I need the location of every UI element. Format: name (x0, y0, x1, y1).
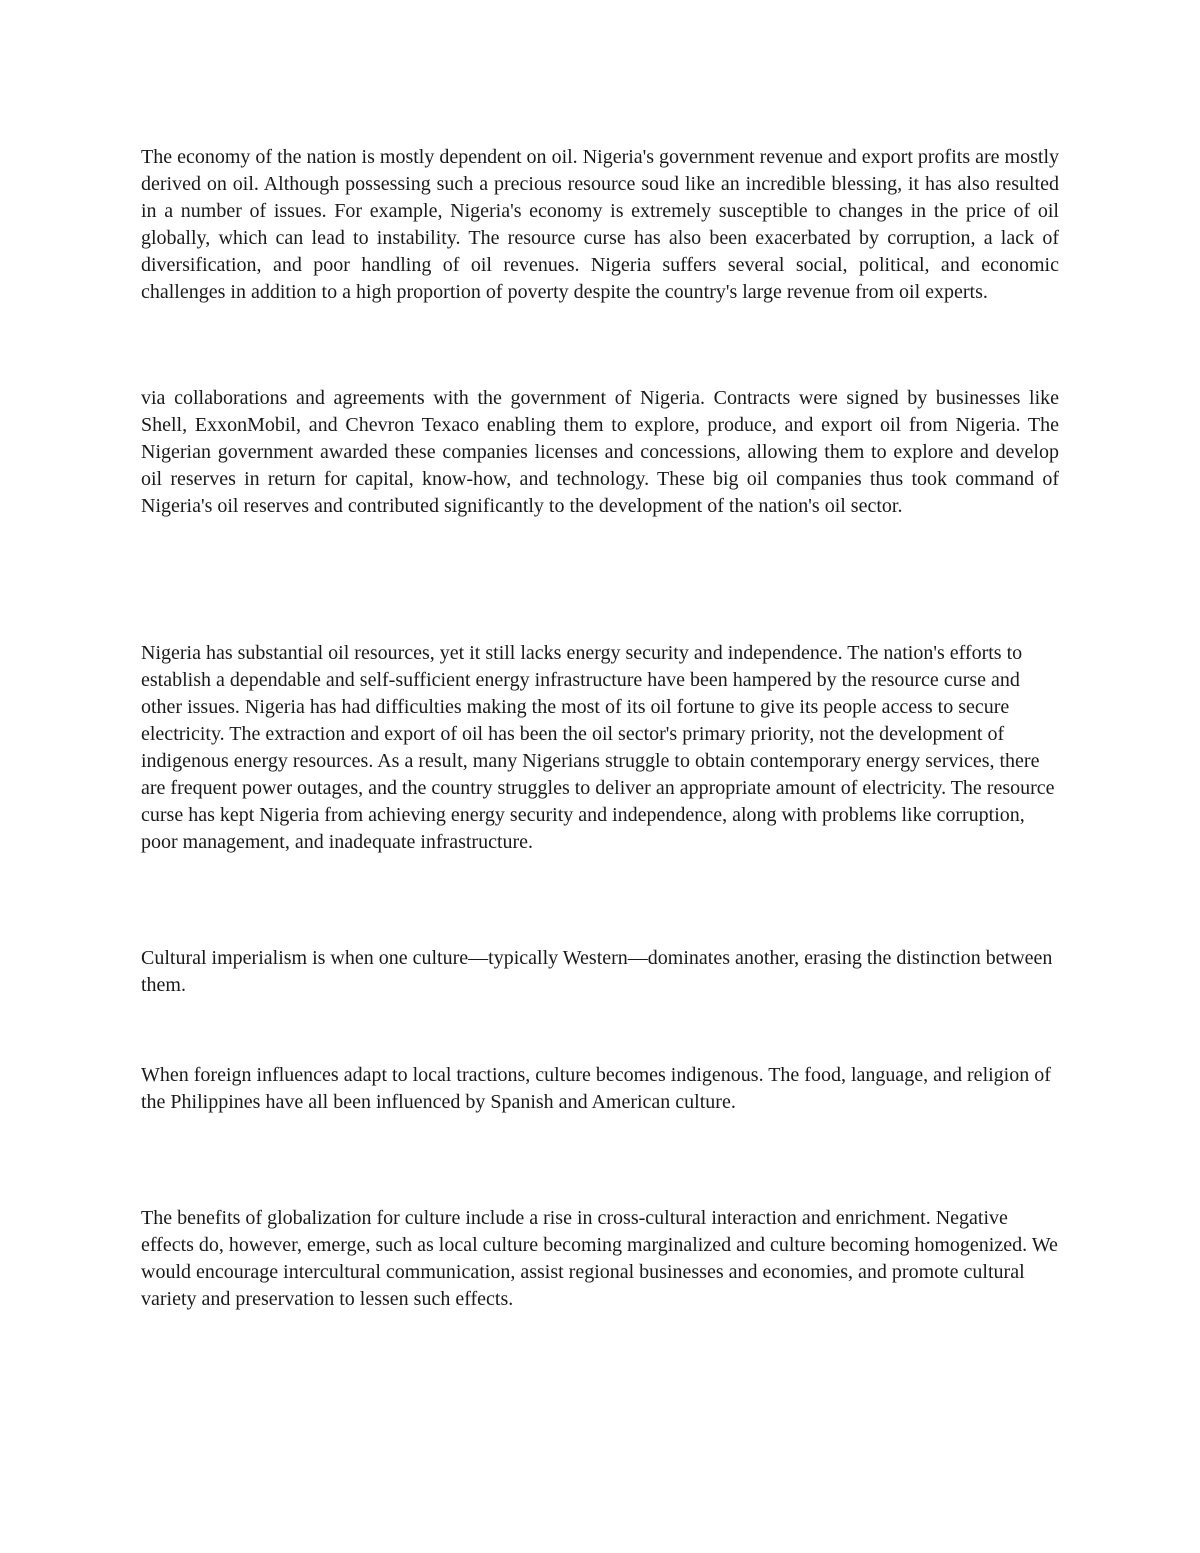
paragraph-energy-security: Nigeria has substantial oil resources, yet it still lacks energy security and independence. The nation's efforts to establish a dependable and self-sufficient energy infrastructure have been hampered by the resource curse and other issues. Nigeria has had difficulties making the most of its oil fortune to give its people access to secure electricity. The extraction and export of oil has been the oil sector's primary priority, not the development of indigenous energy resources. As a result, many Nigerians struggle to obtain contemporary energy services, there are frequent power outages, and the country struggles to deliver an appropriate amount of electricity. The resource curse has kept Nigeria from achieving energy security and independence, along with problems like corruption, poor management, and inadequate infrastructure. (141, 642, 1055, 853)
paragraph-globalization-benefits: The benefits of globalization for culture include a rise in cross-cultural interaction and enrichment. Negative effects do, however, emerge, such as local culture becoming marginalized and culture becoming homogenized. We would encourage intercultural communication, assist regional businesses and economies, and promote cultural variety and preservation to lessen such effects. (141, 1207, 1058, 1310)
paragraph-cultural-imperialism: Cultural imperialism is when one culture—typically Western—dominates another, erasing the distinction between them. (141, 947, 1053, 996)
paragraph-oil-economy: The economy of the nation is mostly dependent on oil. Nigeria's government revenue and export profits are mostly derived on oil. Although possessing such a precious resource soud like an incredible blessing, it has also resulted in a number of issues. For example, Nigeria's economy is extremely susceptible to changes in the price of oil globally, which can lead to instability. The resource curse has also been exacerbated by corruption, a lack of diversification, and poor handling of oil revenues. Nigeria suffers several social, political, and economic challenges in addition to a high proportion of poverty despite the country's large revenue from oil experts. (141, 146, 1059, 303)
paragraph-indigenous-culture: When foreign influences adapt to local tractions, culture becomes indigenous. The food, language, and religion of the Philippines have all been influenced by Spanish and American culture. (141, 1064, 1051, 1113)
paragraph-oil-companies: via collaborations and agreements with the government of Nigeria. Contracts were signed by businesses like Shell, ExxonMobil, and Chevron Texaco enabling them to explore, produce, and export oil from Nigeria. The Nigerian government awarded these companies licenses and concessions, allowing them to explore and develop oil reserves in return for capital, know-how, and technology. These big oil companies thus took command of Nigeria's oil reserves and contributed significantly to the development of the nation's oil sector. (141, 387, 1059, 517)
